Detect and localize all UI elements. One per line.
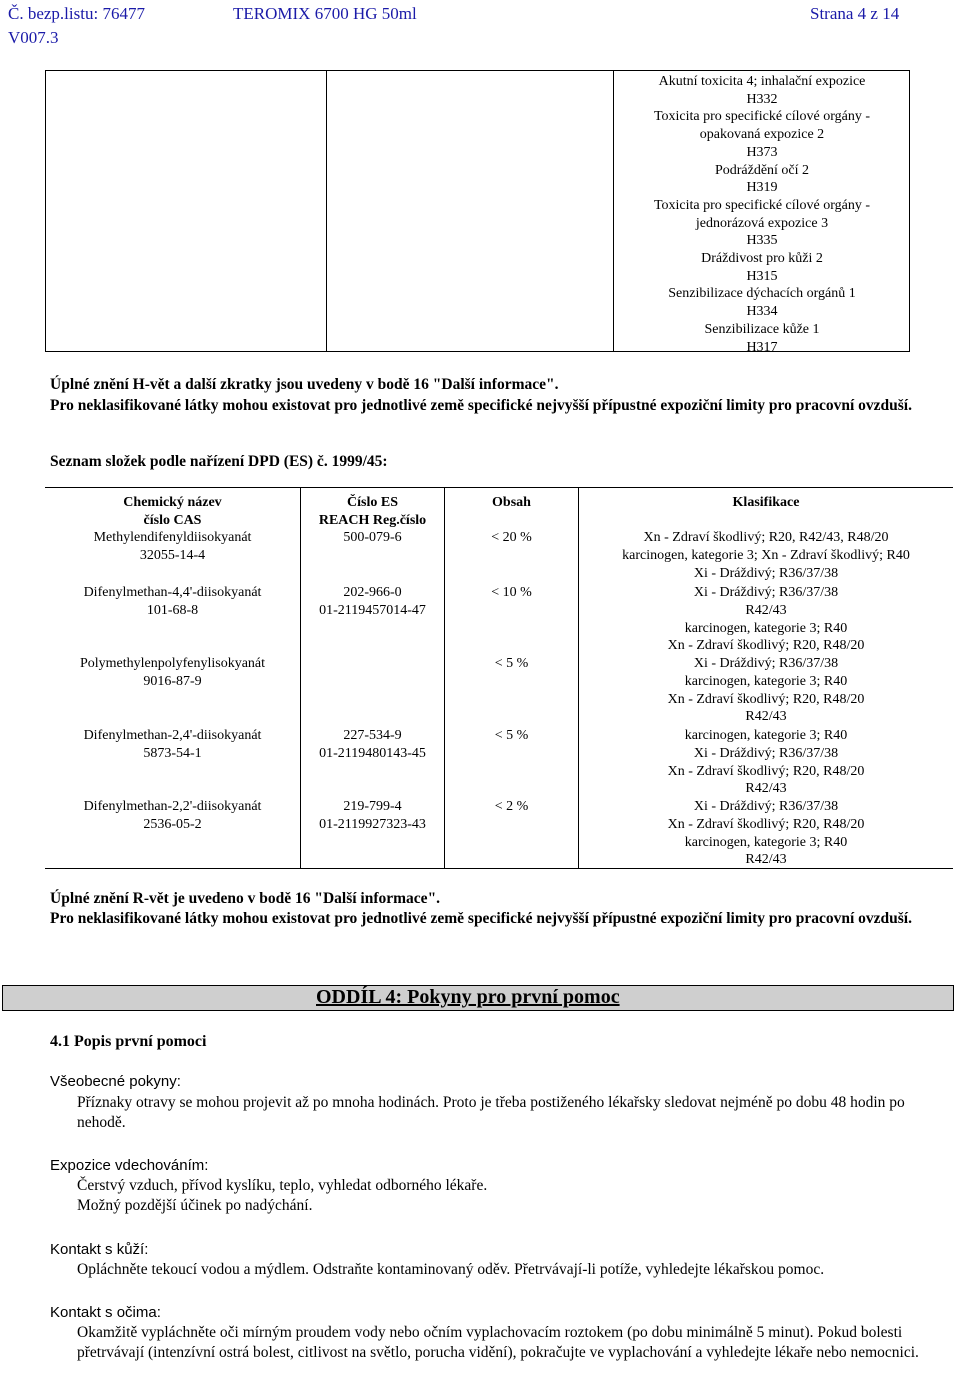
component-es-reach: 227-534-9 01-2119480143-45	[319, 728, 426, 761]
component-name-cas: Difenylmethan-2,2'-diisokyanát 2536-05-2	[83, 799, 262, 832]
inhalation-text-2: Možný pozdější účinek po nadýchání.	[77, 1197, 313, 1214]
hazard-line: Toxicita pro specifické cílové orgány -	[653, 109, 871, 125]
general-text: Příznaky otravy se mohou projevit až po mnoha hodinách. Proto je třeba postiženého lékařsky sledovat nejméně po dobu 48 hodin po nehodě.	[77, 1094, 905, 1131]
hazard-line: Dráždivost pro kůži 2	[701, 251, 823, 267]
hazard-line: H373	[746, 144, 778, 160]
header-content: Obsah	[492, 495, 531, 510]
component-classification: Xi - Dráždivý; R36/37/38 Xn - Zdraví škodlivý; R20, R48/20 karcinogen, kategorie 3; R40 R42/43	[667, 799, 865, 868]
h-phrases-note: Úplné znění H-vět a další zkratky jsou uvedeny v bodě 16 "Další informace".	[50, 376, 559, 393]
inhalation-label: Expozice vdechováním:	[50, 1157, 209, 1174]
product-name: TEROMIX 6700 HG 50ml	[233, 4, 417, 23]
header-es-number: Číslo ES REACH Reg.číslo	[318, 495, 427, 528]
dpd-list-title: Seznam složek podle nařízení DPD (ES) č. 1999/45:	[50, 453, 388, 470]
component-classification: karcinogen, kategorie 3; R40 Xi - Dráždivý; R36/37/38 Xn - Zdraví škodlivý; R20, R48/20 R42/43	[667, 728, 865, 797]
first-aid-subtitle: 4.1 Popis první pomoci	[50, 1033, 207, 1050]
eye-label: Kontakt s očima:	[50, 1304, 161, 1321]
component-content: < 10 %	[491, 585, 532, 600]
section-4-title: ODDÍL 4: Pokyny pro první pomoc	[316, 986, 620, 1008]
doc-number: Č. bezp.listu: 76477	[8, 4, 145, 23]
component-name-cas: Polymethylenpolyfenylisokyanát 9016-87-9	[79, 656, 266, 689]
exposure-limits-note: Pro neklasifikované látky mohou existovat pro jednotlivé země specifické nejvyšší přípustné expoziční limity pro pracovní ovzduší.	[50, 397, 912, 414]
hazard-line: H334	[746, 304, 778, 320]
component-es-reach: 202-966-0 01-2119457014-47	[319, 585, 426, 618]
component-name-cas: Methylendifenyldiisokyanát 32055-14-4	[93, 530, 252, 563]
hazard-table-continuation	[45, 70, 910, 355]
hazard-line: H317	[746, 339, 778, 355]
page-number: Strana 4 z 14	[810, 4, 900, 23]
r-phrases-note: Úplné znění R-vět je uvedeno v bodě 16 "Další informace".	[50, 890, 441, 907]
component-classification: Xi - Dráždivý; R36/37/38 karcinogen, kategorie 3; R40 Xn - Zdraví škodlivý; R20, R48/20 R42/43	[667, 656, 865, 725]
exposure-limits-note-2: Pro neklasifikované látky mohou existovat pro jednotlivé země specifické nejvyšší přípustné expoziční limity pro pracovní ovzduší.	[50, 910, 912, 927]
component-content: < 5 %	[494, 656, 529, 671]
hazard-line: Senzibilizace kůže 1	[704, 321, 820, 337]
skin-text: Opláchněte tekoucí vodou a mýdlem. Odstraňte kontaminovaný oděv. Přetrvávají-li potíže, vyhledejte lékařskou pomoc.	[77, 1261, 825, 1278]
components-table	[45, 487, 953, 869]
hazard-line: jednorázová expozice 3	[695, 215, 829, 231]
hazard-line: Senzibilizace dýchacích orgánů 1	[668, 286, 856, 302]
component-classification: Xi - Dráždivý; R36/37/38 R42/43 karcinogen, kategorie 3; R40 Xn - Zdraví škodlivý; R20, R48/20	[667, 585, 865, 654]
hazard-line: opakovaná expozice 2	[699, 127, 825, 143]
component-name-cas: Difenylmethan-2,4'-diisokyanát 5873-54-1	[83, 728, 262, 761]
hazard-line: Toxicita pro specifické cílové orgány -	[653, 197, 871, 213]
component-classification: Xn - Zdraví škodlivý; R20, R42/43, R48/20 karcinogen, kategorie 3; Xn - Zdraví škodlivý; R40 Xi - Dráždivý; R36/37/38	[622, 530, 910, 581]
header-chemical-name: Chemický název číslo CAS	[123, 495, 222, 528]
skin-label: Kontakt s kůží:	[50, 1241, 149, 1258]
header-classification: Klasifikace	[732, 495, 800, 510]
component-content: < 20 %	[491, 530, 532, 545]
hazard-line: H315	[746, 268, 778, 284]
eye-text: Okamžitě vypláchněte oči mírným proudem vody nebo očním vyplachovacím roztokem (po dobu minimálně 5 minut). Pokud bolesti přetrvávají (intenzívní ostrá bolest, citlivost na světlo, porucha vidění), pokračujte ve vyplachování a vyhledejte lékaře nebo nemocnici.	[77, 1324, 919, 1361]
general-label: Všeobecné pokyny:	[50, 1073, 181, 1090]
hazard-line: Podráždění očí 2	[714, 162, 810, 178]
version: V007.3	[8, 28, 59, 47]
component-es-reach: 219-799-4 01-2119927323-43	[319, 799, 426, 832]
hazard-line: Akutní toxicita 4; inhalační expozice	[658, 74, 866, 89]
component-name-cas: Difenylmethan-4,4'-diisokyanát 101-68-8	[83, 585, 262, 618]
component-es-reach: 500-079-6	[343, 530, 402, 545]
hazard-line: H335	[746, 233, 778, 249]
component-content: < 2 %	[494, 799, 529, 814]
component-content: < 5 %	[494, 728, 529, 743]
hazard-line: H319	[746, 180, 778, 196]
inhalation-text-1: Čerstvý vzduch, přívod kyslíku, teplo, vyhledat odborného lékaře.	[77, 1177, 488, 1194]
hazard-classification-list	[614, 73, 910, 356]
hazard-line: H332	[746, 91, 778, 107]
